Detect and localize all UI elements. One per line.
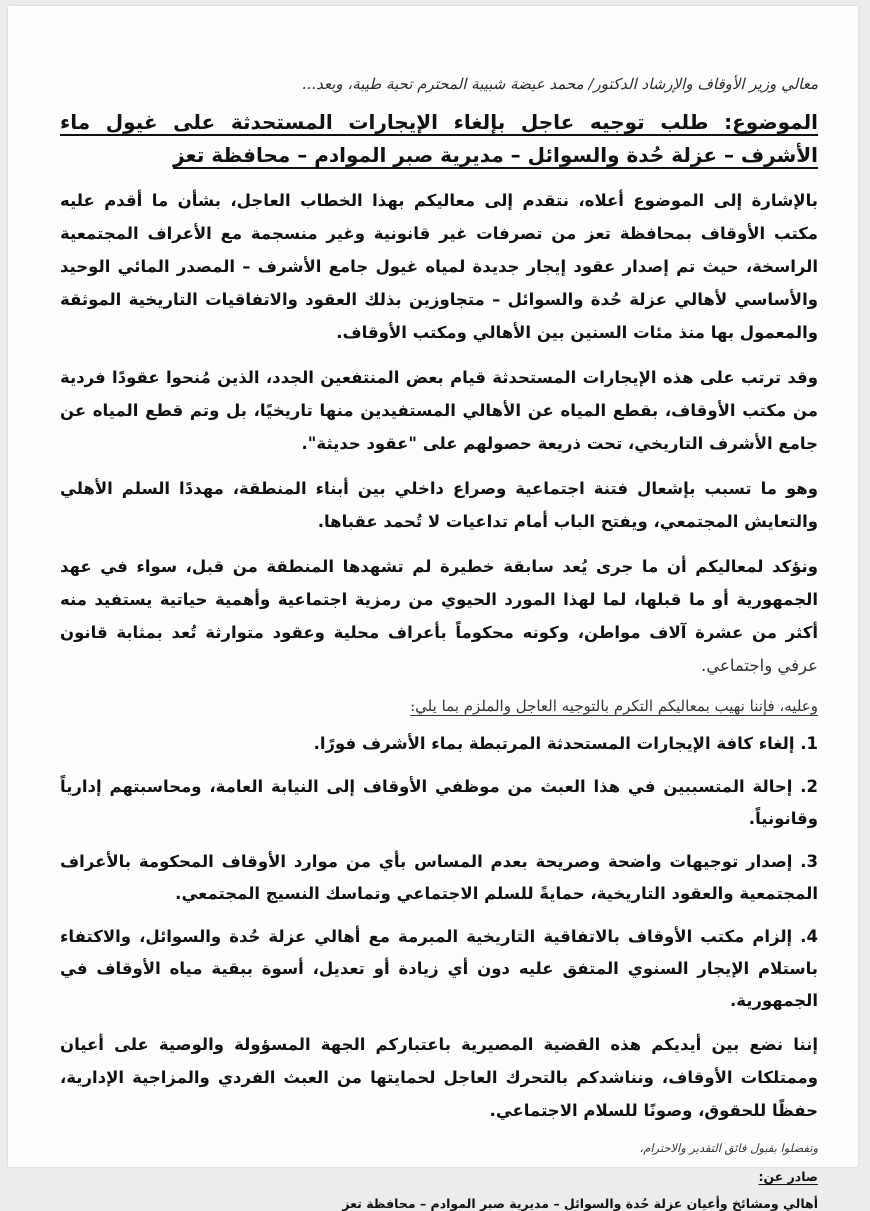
paragraph-3: وهو ما تسبب بإشعال فتنة اجتماعية وصراع داخلي بين أبناء المنطقة، مهددًا السلم الأهلي والتعايش المجتمعي، ويفتح الباب أمام تداعيات لا تُحمد عقباها. (60, 479, 818, 531)
letter-body (60, 62, 818, 1211)
demand-item-2: 2. إحالة المتسببين في هذا العبث من موظفي الأوقاف إلى النيابة العامة، ومحاسبتهم إدارياً وقانونياً. (60, 777, 818, 828)
paragraph-4-main: ونؤكد لمعاليكم أن ما جرى يُعد سابقة خطيرة لم تشهدها المنطقة من قبل، سواء في عهد الجمهورية أو ما قبلها، لما لهذا المورد الحيوي من رمزية اجتماعية وأهمية حياتية يستفيد منه أكثر من عشرة آلاف مواطن، وكونه محكوماً بأعراف محلية وعقود متوارثة تُعد بمثابة قانون (60, 557, 818, 642)
paragraph-2: وقد ترتب على هذه الإيجارات المستحدثة قيام بعض المنتفعين الجدد، الذين مُنحوا عقودًا فردية من مكتب الأوقاف، بقطع المياه عن الأهالي المستفيدين منها تاريخيًا، بل وتم قطع المياه عن جامع الأشرف التاريخي، تحت ذريعة حصولهم على "عقود حديثة". (60, 368, 818, 453)
regards-line: وتفضلوا بقبول فائق التقدير والاحترام، (639, 1141, 818, 1155)
subject-line: الموضوع: طلب توجيه عاجل بإلغاء الإيجارات المستحدثة على غيول ماء الأشرف – عزلة حُدة والسوائل – مديرية صبر الموادم – محافظة تعز (60, 110, 818, 167)
demands-list (60, 728, 818, 1017)
paragraph-4 (60, 550, 818, 682)
issued-by-label: صادر عن: (758, 1169, 818, 1184)
demand-item-1: 1. إلغاء كافة الإيجارات المستحدثة المرتبطة بماء الأشرف فورًا. (313, 734, 818, 753)
paragraph-4-tail: عرفي واجتماعي. (701, 656, 818, 675)
demand-item-4: 4. إلزام مكتب الأوقاف بالاتفاقية التاريخية المبرمة مع أهالي عزلة حُدة والسوائل، والاكتفاء باستلام الإيجار السنوي المتفق عليه دون أي زيادة أو تعديل، أسوة ببقية مياه الأوقاف في الجمهورية. (60, 927, 818, 1010)
paragraph-1: بالإشارة إلى الموضوع أعلاه، نتقدم إلى معاليكم بهذا الخطاب العاجل، بشأن ما أقدم عليه مكتب الأوقاف بمحافظة تعز من تصرفات غير قانونية وغير منسجمة مع الأعراف المجتمعية الراسخة، حيث تم إصدار عقود إيجار جديدة لمياه غيول جامع الأشرف – المصدر المائي الوحيد والأساسي لأهالي عزلة حُدة والسوائل – متجاوزين بذلك العقود والاتفاقيات التاريخية الموثقة والمعمول بها منذ مئات السنين بين الأهالي ومكتب الأوقاف. (60, 191, 818, 342)
closing-paragraph: إننا نضع بين أيديكم هذه القضية المصيرية باعتباركم الجهة المسؤولة والوصية على أعيان وممتلكات الأوقاف، ونناشدكم بالتحرك العاجل لحمايتها من العبث الفردي والمزاجية الإدارية، حفظًا للحقوق، وصونًا للسلام الاجتماعي. (60, 1035, 818, 1120)
demands-intro: وعليه، فإننا نهيب بمعاليكم التكرم بالتوجيه العاجل والملزم بما يلي: (410, 697, 818, 715)
issuer-line: أهالي ومشائخ وأعيان عزلة حُدة والسوائل – مديرية صبر الموادم – محافظة تعز (342, 1196, 818, 1211)
salutation: معالي وزير الأوقاف والإرشاد الدكتور/ محمد عيضة شبيبة المحترم تحية طيبة، وبعد... (301, 75, 818, 93)
demand-item-3: 3. إصدار توجيهات واضحة وصريحة بعدم المساس بأي من موارد الأوقاف المحكومة بالأعراف المجتمعية والعقود التاريخية، حمايةً للسلم الاجتماعي وتماسك النسيج المجتمعي. (60, 852, 818, 903)
document-page (8, 6, 858, 1211)
